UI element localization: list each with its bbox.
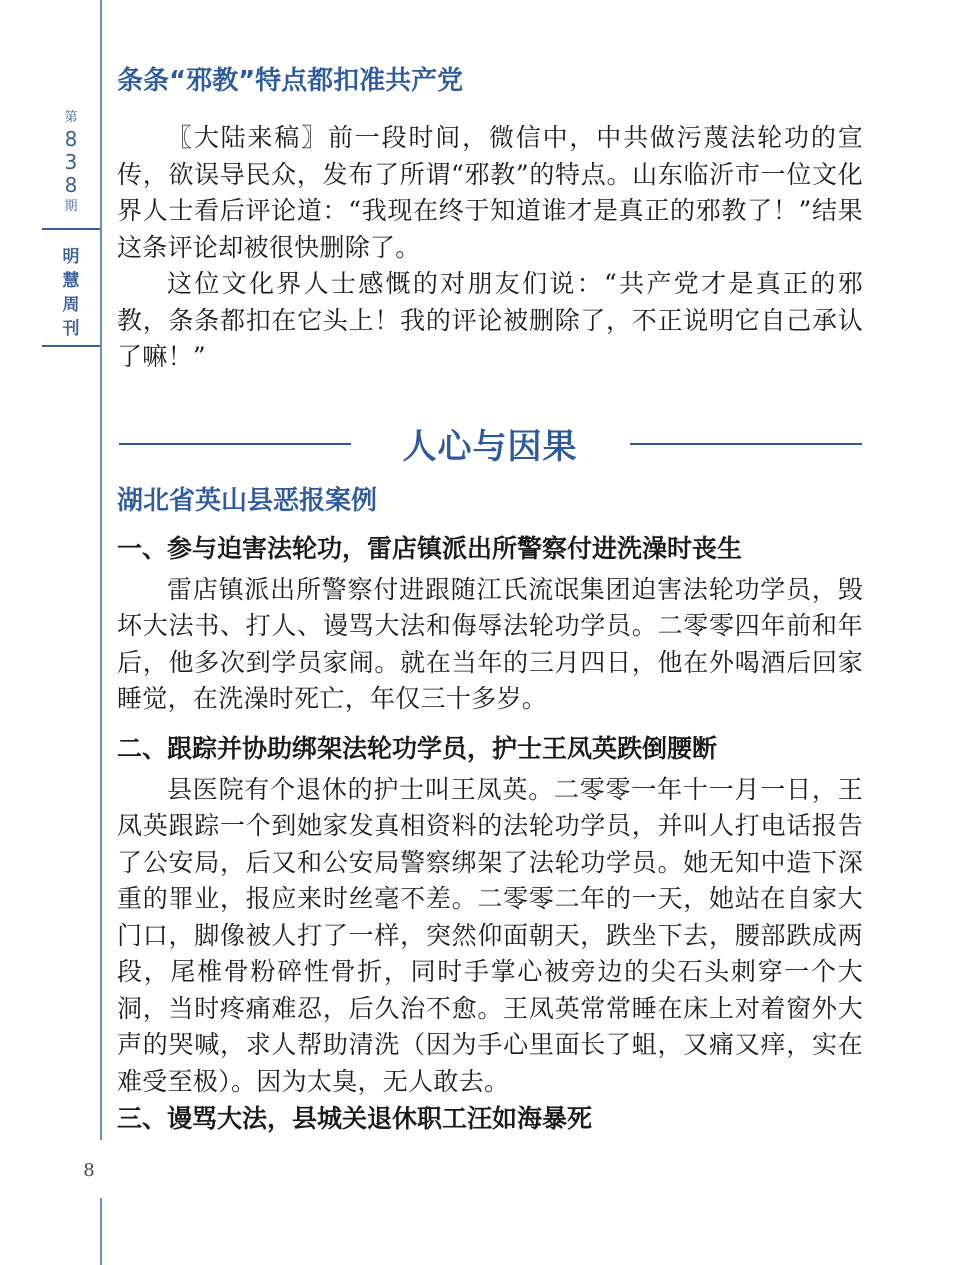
page-number: 8 bbox=[83, 1160, 95, 1181]
magazine-divider bbox=[42, 345, 100, 347]
issue-prefix: 第 bbox=[64, 110, 78, 125]
margin-rule bbox=[100, 0, 102, 1265]
magazine-char: 明 bbox=[62, 247, 80, 267]
section-title: 人心与因果 bbox=[402, 427, 578, 467]
banner-rule-left bbox=[119, 443, 351, 445]
article-paragraph: 〖大陆来稿〗前一段时间，微信中，中共做污蔑法轮功的宣传，欲误导民众，发布了所谓“邪教”的特点。山东临沂市一位文化界人士看后评论道：“我现在终于知道谁才是真正的邪教了！”结果这条评论却被很快删除了。 bbox=[117, 123, 863, 262]
magazine-char: 刊 bbox=[62, 319, 80, 339]
issue-number bbox=[42, 108, 100, 217]
case-paragraph: 雷店镇派出所警察付进跟随江氏流氓集团迫害法轮功学员，毁坏大法书、打人、谩骂大法和侮辱法轮功学员。二零零四年前和年后，他多次到学员家闹。就在当年的三月四日，他在外喝酒后回家睡觉，在洗澡时死亡，年仅三十多岁。 bbox=[117, 574, 863, 713]
magazine-char: 周 bbox=[62, 295, 80, 315]
case-paragraph: 县医院有个退休的护士叫王凤英。二零零一年十一月一日，王凤英跟踪一个到她家发真相资料的法轮功学员，并叫人打电话报告了公安局，后又和公安局警察绑架了法轮功学员。她无知中造下深重的罪业，报应来时丝毫不差。二零零二年的一天，她站在自家大门口，脚像被人打了一样，突然仰面朝天，跌坐下去，腰部跌成两段，尾椎骨粉碎性骨折，同时手掌心被旁边的尖石头刺穿一个大洞，当时疼痛难忍，后久治不愈。王凤英常常睡在床上对着窗外大声的哭喊，求人帮助清洗（因为手心里面长了蛆，又痛又痒，实在难受至极）。因为太臭，无人敢去。 bbox=[117, 774, 863, 1096]
article-title: 条条“邪教”特点都扣准共产党 bbox=[117, 66, 464, 96]
issue-suffix: 期 bbox=[64, 199, 78, 214]
magazine-char: 慧 bbox=[62, 271, 80, 291]
article-paragraph: 这位文化界人士感慨的对朋友们说：“共产党才是真正的邪教，条条都扣在它头上！我的评论被删除了，不正说明它自己承认了嘛！” bbox=[117, 269, 863, 371]
section-banner bbox=[117, 416, 863, 472]
magazine-name bbox=[42, 245, 100, 341]
article-title: 湖北省英山县恶报案例 bbox=[117, 485, 378, 516]
issue-digit: 3 bbox=[64, 150, 78, 174]
page-content bbox=[117, 64, 863, 1142]
issue-digit: 8 bbox=[64, 173, 78, 197]
issue-digit: 8 bbox=[64, 127, 78, 151]
case-heading: 一、参与迫害法轮功，雷店镇派出所警察付进洗澡时丧生 bbox=[117, 533, 743, 563]
case-heading: 二、跟踪并协助绑架法轮功学员，护士王凤英跌倒腰断 bbox=[117, 733, 718, 763]
issue-divider bbox=[42, 228, 100, 230]
case-heading: 三、谩骂大法，县城关退休职工汪如海暴死 bbox=[117, 1104, 593, 1133]
banner-rule-right bbox=[630, 443, 862, 445]
